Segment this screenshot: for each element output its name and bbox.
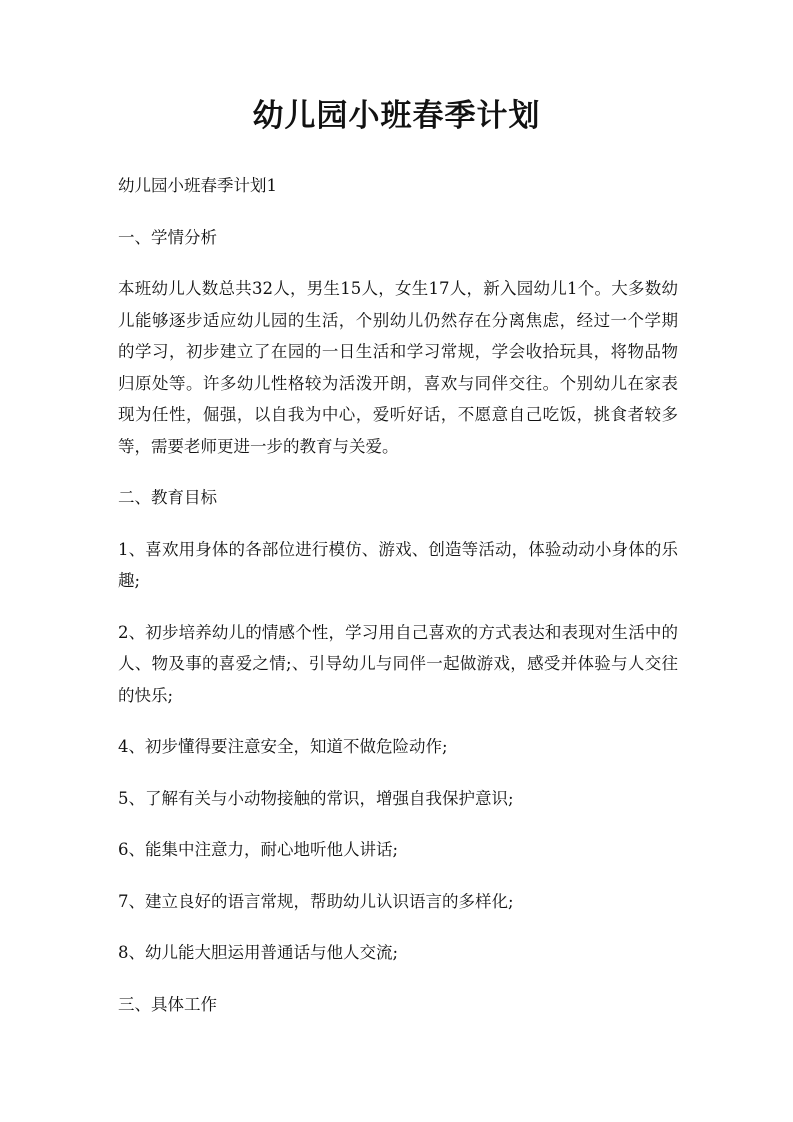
section-heading-analysis: 一、学情分析	[118, 227, 217, 247]
section-heading-work: 三、具体工作	[118, 994, 217, 1014]
goal-item-8: 8、幼儿能大胆运用普通话与他人交流;	[118, 943, 399, 962]
document-title: 幼儿园小班春季计划	[252, 98, 541, 134]
section-heading-goals: 二、教育目标	[118, 488, 217, 507]
goal-item-5: 5、了解有关与小动物接触的常识，增强自我保护意识;	[118, 788, 514, 808]
goal-item-7: 7、建立良好的语言常规，帮助幼儿认识语言的多样化;	[118, 891, 514, 911]
goal-item-2: 2、初步培养幼儿的情感个性，学习用自己喜欢的方式表达和表现对生活中的人、物及事的喜爱之情;、引导幼儿与同伴一起做游戏，感受并体验与人交往的快乐;	[118, 622, 678, 705]
document-body	[118, 170, 678, 1040]
goal-item-4: 4、初步懂得要注意安全，知道不做危险动作;	[118, 737, 448, 756]
goal-item-6: 6、能集中注意力，耐心地听他人讲话;	[118, 840, 399, 859]
goal-item-1: 1、喜欢用身体的各部位进行模仿、游戏、创造等活动，体验动动小身体的乐趣;	[118, 539, 678, 590]
subtitle-paragraph: 幼儿园小班春季计划1	[118, 176, 277, 195]
analysis-paragraph: 本班幼儿人数总共32人，男生15人，女生17人，新入园幼儿1个。大多数幼儿能够逐步适应幼儿园的生活，个别幼儿仍然存在分离焦虑，经过一个学期的学习，初步建立了在园的一日生活和学习常规，学会收拾玩具，将物品物归原处等。许多幼儿性格较为活泼开朗，喜欢与同伴交往。个别幼儿在家表现为任性，倔强，以自我为中心，爱听好话，不愿意自己吃饭，挑食者较多等，需要老师更进一步的教育与关爱。	[118, 279, 678, 456]
